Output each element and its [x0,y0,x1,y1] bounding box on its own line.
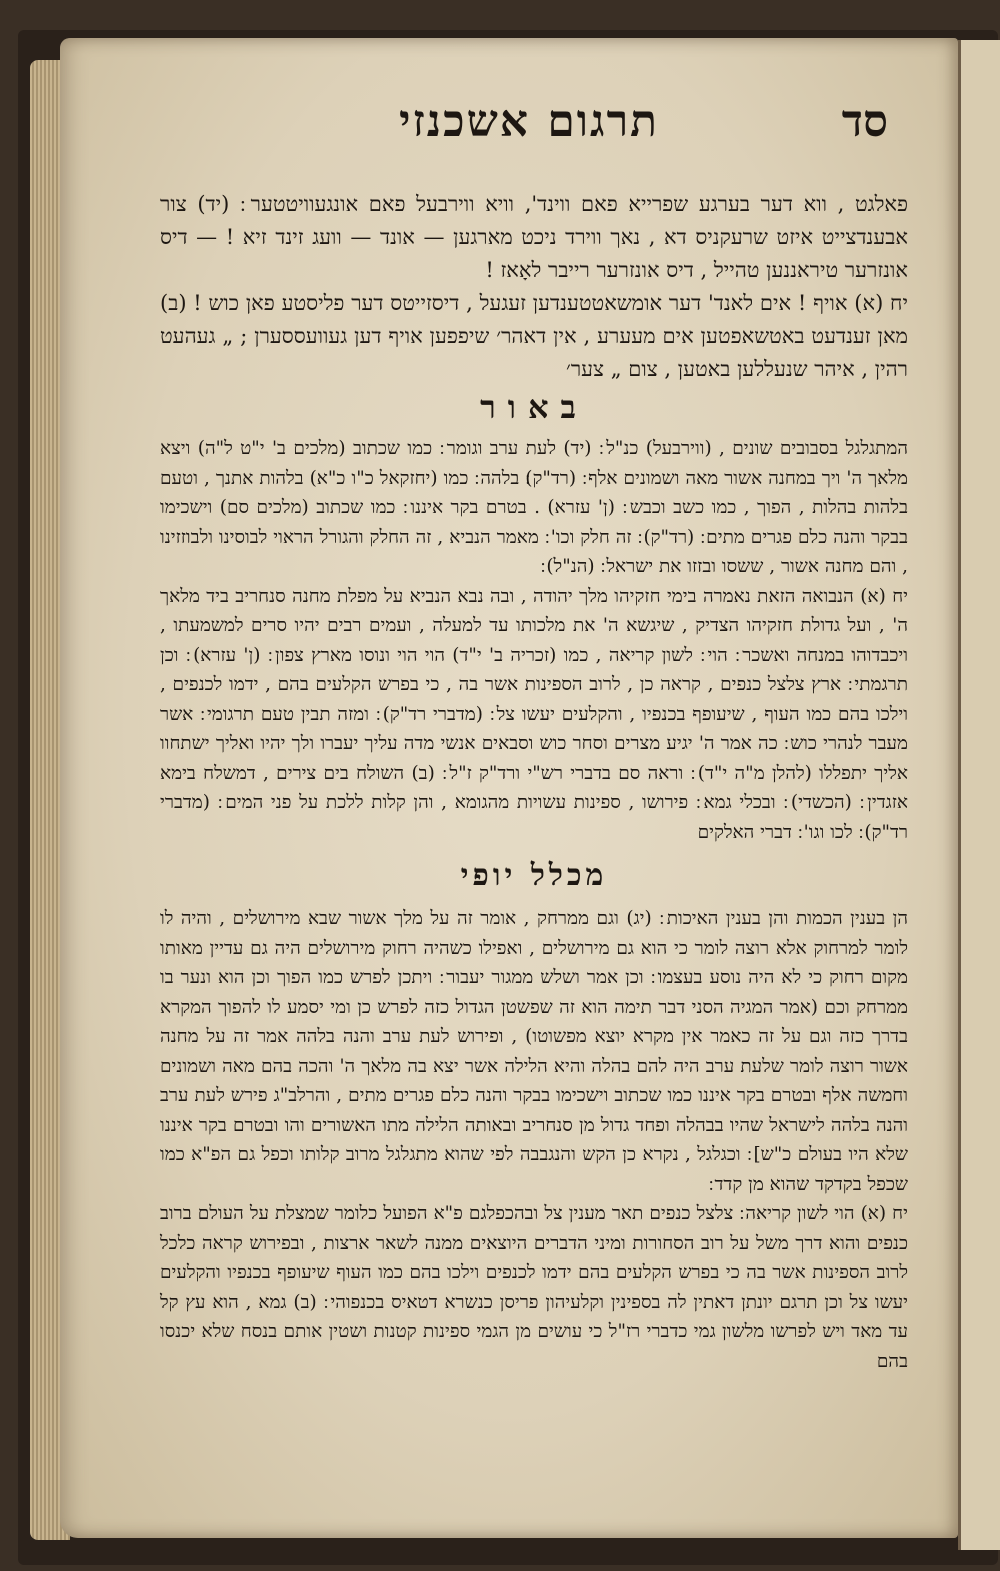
biur-paragraph: יח (א) הנבואה הזאת נאמרה בימי חזקיהו מלך יהודה , ובה נבא הנביא על מפלת מחנה סנחריב ביד מלאך ה' , ועל גדולת חזקיהו הצדיק , שיגשא ה' את מלכותו עד למעלה , ועמים רבים יהיו סרים למשמעתו , ויכבדוהו במנחה ואשכר ׃ הוי ׃ לשון קריאה , כמו (זכריה ב' י"ד) הוי הוי ונוסו מארץ צפון ׃ (ן' עזרא) ׃ וכן תרגמתי ׃ ארץ צלצל כנפים , קראה כן , לרוב הספינות אשר בה , כי בפרש הקלעים בהם , ידמו לכנפים , וילכו בהם כמו העוף , שיעופף בכנפיו , והקלעים יעשו צל ׃ (מדברי רד"ק) ׃ ומזה תבין טעם תרגומי ׃ אשר מעבר לנהרי כוש ׃ כה אמר ה' יגיע מצרים וסחר כוש וסבאים אנשי מדה עליך יעברו ולך יהיו ואליך ישתחוו אליך יתפללו (להלן מ"ה י"ד) ׃ וראה סם בדברי רש"י ורד"ק ז"ל ׃ (ב) השולח בים צירים , דמשלח בימא אזגדין ׃ (הכשדי) ׃ ובכלי גמא ׃ פירושו , ספינות עשויות מהגומא , והן קלות ללכת על פני המים ׃ (מדברי רד"ק) ׃ לכו וגו' ׃ דברי האלקים [160,585,908,843]
mikhlal-yofi-commentary [160,904,908,1376]
biur-paragraph: המתגלגל בסבובים שונים , (ווירבעל) כנ"ל ׃ (יד) לעת ערב וגומר ׃ כמו שכתוב (מלכים ב' י"ט ל"ה) ויצא מלאך ה' ויך במחנה אשור מאה ושמונים אלף ׃ (רד"ק)׃ בלהה ׃ כמו (יחזקאל כ"ו כ"א) בלהות אתנך , וטעם בלהות בהלות , הפוך , כמו כשב וכבש ׃ (ן' עזרא) . בטרם בקר איננו ׃ כמו שכתוב (מלכים סם) וישכימו בבקר והנה כלם פגרים מתים ׃ (רד"ק) ׃ זה חלק וכו' ׃ מאמר הנביא , זה החלק והגורל הראוי לבוסינו ולבוזזינו , והם מחנה אשור , ששסו ובזזו את ישראל ׃ (הנ"ל) ׃ [160,438,908,577]
page-content [160,38,928,1538]
translation-paragraph: יח (א) אויף ! אים לאנד' דער אומשאטטענדען זעגעל , דיסזייטס דער פליסטע פאן כוש ! (ב) מאן זענדעט באטשאפטען אים מעערע , אין דאהר׳ שיפפען אויף דען געוועססערן ; „ געהעט רהין , איהר שנעללען באטען , צום „ צער׳ [160,291,908,381]
page-number: סד [841,96,888,147]
biur-commentary [160,434,908,847]
mikhlal-paragraph: הן בענין הכמות והן בענין האיכות ׃ (יג) וגם ממרחק , אומר זה על מלך אשור שבא מירושלים , והיה לו לומר למרחוק אלא רוצה לומר כי הוא גם מירושלים , ואפילו כשהיה רחוק מירושלים היה גם עדיין מאותו מקום רחוק כי לא היה נוסע בעצמו ׃ וכן אמר ושלש ממגור יעבור ׃ ויתכן לפרש כמו הפוך וכן הוא ונער בו ממרחק וכם (אמר המגיה הסני דבר תימה הוא זה שפשטן הגדול כזה לפרש כן ומי יסמע לו להפוך המקרא בדרך כזה וגם על זה כאמר אין מקרא יוצא מפשוטו) , ופירוש לעת ערב והנה בלהה אמר זה על מחנה אשור רוצה לומר שלעת ערב היה להם בהלה והיא הלילה אשר יצא בה מלאך ה' והכה בהם מאה ושמונים וחמשה אלף ובטרם בקר איננו כמו שכתוב וישכימו בבקר והנה כלם פגרים מתים , והרלב"ג פירש לעת ערב והנה בלהה לישראל שהיו בבהלה ופחד גדול מן סנחריב ובאותה הלילה מתו האשורים והו ובטרם בקר איננו שלא היו בעולם כ"ש] ׃ וכגלגל , נקרא כן הקש והנגבבה לפי שהוא מתגלגל מרוב קלותו וכפל גם הפ"א כמו שכפל בקדקד שהוא מן קדד ׃ [160,908,908,1195]
book-page [60,38,958,1538]
mikhlal-yofi-heading: מכלל יופי [460,858,608,893]
translation-block [160,188,908,386]
translation-paragraph: פאלגט , ווא דער בערגע שפרייא פאם ווינד', וויא ווירבעל פאם אונגעוויטטער ׃ (יד) צור אבענדצייט איזט שרעקניס דא , נאך ווירד ניכט מארגען — אונד — וועג זינד זיא ! — דיס אונזרער טיראננען טהייל , דיס אונזרער רייבר לאָאז ! [160,192,908,282]
facing-page-edge [958,40,1000,1550]
mikhlal-paragraph: יח (א) הוי לשון קריאה ׃ צלצל כנפים תאר מענין צל ובהכפלגם פ"א הפועל כלומר שמצלת על העולם ברוב כנפים והוא דרך משל על רוב הסחורות ומיני הדברים היוצאים ממנה לשאר ארצות , ובפירוש קראה כלכל לרוב הספינות אשר בה כי בפרש הקלעים בהם ידמו לכנפים וילכו בהם כמו העוף שיעופף בכנפיו והקלעים יעשו צל וכן תרגם יונתן דאתין לה בספינין וקלעיהון פריסן כנשרא דטאיס בכנפוהי ׃ (ב) גמא , הוא עץ קל עד מאד ויש לפרשו מלשון גמי כדברי רז"ל כי עושים מן הגמי ספינות קטנות ושטין אותם בנסח שלא יכנסו בהם [160,1203,908,1372]
running-title: תרגום אשכנזי [398,96,660,147]
biur-heading: באור [480,388,588,426]
page-header [160,96,898,166]
